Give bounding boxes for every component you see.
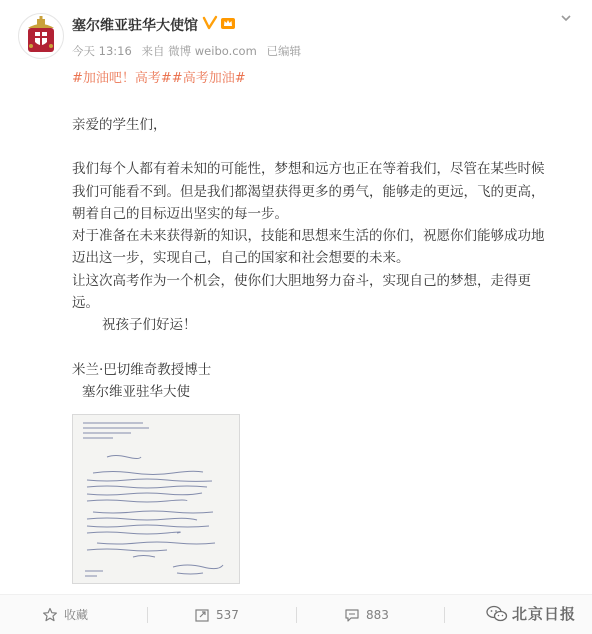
post-line: 朝着自己的目标迈出坚实的每一步。 [72,205,288,222]
avatar[interactable] [18,13,64,59]
edited-label[interactable]: 已编辑 [266,44,301,58]
serbia-coat-of-arms-icon [19,14,63,58]
post-line: 对于准备在未来获得新的知识，技能和思想来生活的你们，祝愿你们能够成功地 [72,228,545,245]
divider [147,607,148,623]
repost-icon [194,607,210,623]
wechat-icon [486,605,508,623]
letter-image[interactable] [72,414,240,584]
divider [444,607,445,623]
post-line: 我们可能看不到。但是我们都渴望获得更多的勇气，能够走的更远，飞的更高， [72,183,545,200]
post-line: 我们每个人都有着未知的可能性，梦想和远方也正在等着我们，尽管在某些时候 [72,161,545,178]
signature-title: 塞尔维亚驻华大使 [82,383,190,400]
watermark-text: 北京日报 [511,605,576,623]
vip-crown-icon [220,15,236,31]
favorite-button[interactable] [42,595,88,634]
post-time[interactable]: 今天 13:16 [72,44,132,58]
repost-count: 537 [216,607,239,622]
post-line: 迈出这一步，实现自己，自己的国家和社会想要的未来。 [72,250,410,267]
account-name[interactable]: 塞尔维亚驻华大使馆 [72,18,198,34]
chevron-down-icon[interactable] [558,10,574,26]
hashtag-row [72,67,246,86]
verified-badge-icon [202,15,218,31]
hashtag-link[interactable]: #加油吧！高考# [72,71,172,86]
comment-button[interactable] [344,595,389,634]
comment-icon [344,607,360,623]
signature-name: 米兰·巴切维奇教授博士 [72,361,212,378]
handwritten-letter-picture [73,415,239,583]
repost-button[interactable] [194,595,239,634]
comment-count: 883 [366,607,389,622]
divider [296,607,297,623]
post-greeting: 亲爱的学生们， [72,117,167,133]
hashtag-link[interactable]: #高考加油# [171,71,246,86]
post-wish: 祝孩子们好运！ [102,317,197,334]
post-source: 来自 微博 weibo.com [141,44,257,58]
watermark [486,594,576,633]
favorite-label: 收藏 [64,608,89,622]
post-line: 让这次高考作为一个机会，使你们大胆地努力奋斗，实现自己的梦想，走得更 [72,272,531,289]
post-meta [72,43,307,59]
post-body [72,114,572,403]
star-icon [42,607,58,623]
post-line: 远。 [72,295,99,312]
